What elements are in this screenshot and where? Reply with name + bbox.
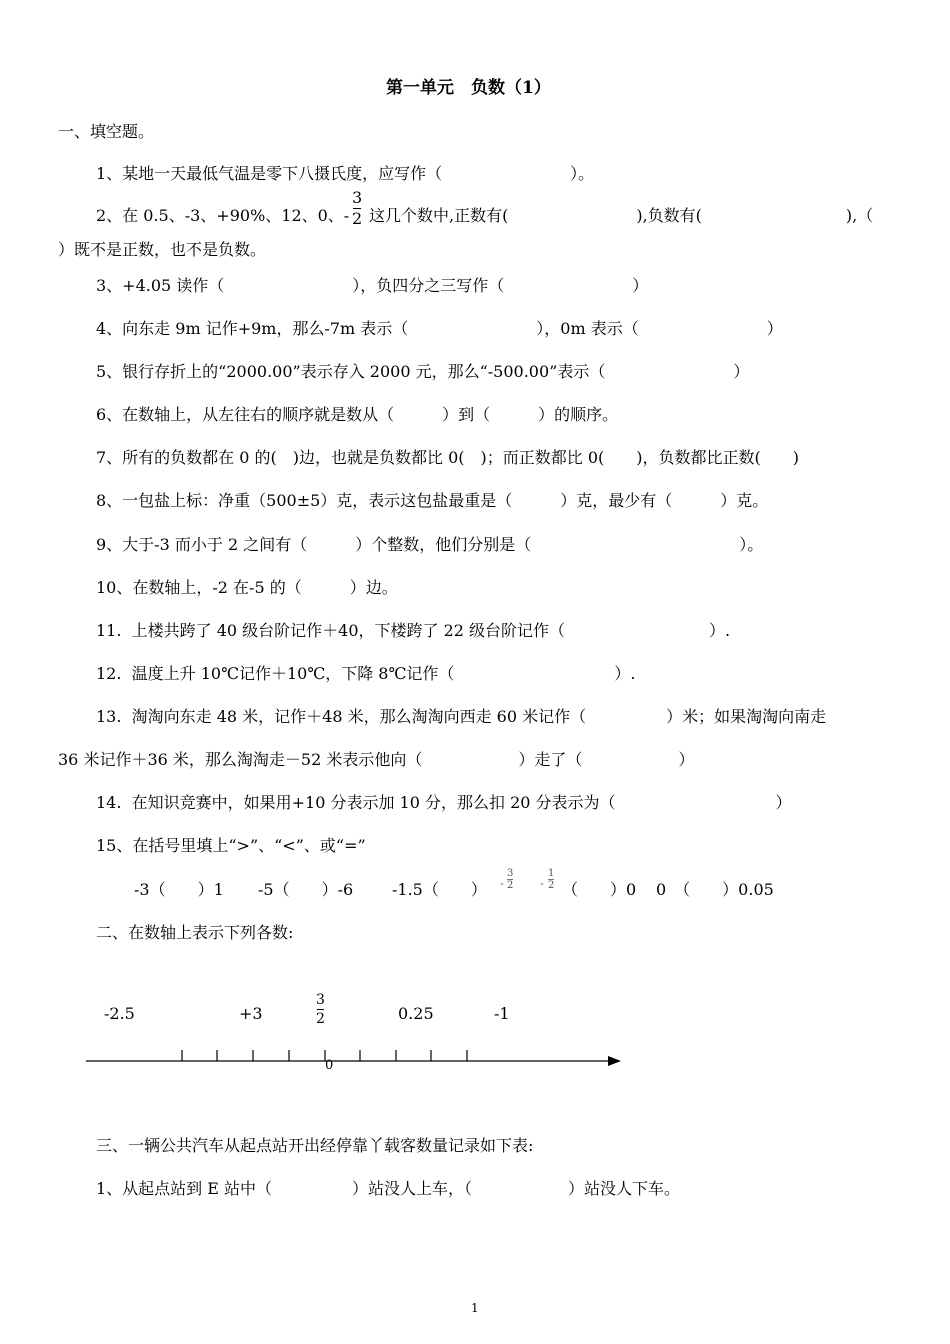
- question-14: 14. 在知识竞赛中，如果用+10 分表示加 10 分，那么扣 20 分表示为（ ）: [96, 793, 792, 812]
- number-line-value-1: -2.5: [104, 1004, 135, 1023]
- fraction-denominator: 2: [316, 1011, 325, 1027]
- question-13-line-1: 13. 淘淘向东走 48 米，记作＋48 米，那么淘淘向西走 60 米记作（ ）米；如果淘淘向南走: [96, 707, 827, 726]
- question-15: 15、在括号里填上“>”、“<”、或“=”: [96, 836, 366, 855]
- bus-question-1: 1、从起点站到 E 站中（ ）站没人上车，（ ）站没人下车。: [96, 1179, 681, 1198]
- question-2-part-c: ）既不是正数，也不是负数。: [58, 240, 267, 259]
- number-line-value-3: 0.25: [398, 1004, 434, 1023]
- question-8: 8、一包盐上标：净重（500±5）克，表示这包盐最重是（ ）克，最少有（ ）克。: [96, 491, 769, 510]
- number-line-zero-label: 0: [325, 1058, 334, 1073]
- question-9: 9、大于-3 而小于 2 之间有（ ）个整数，他们分别是（ ）。: [96, 535, 764, 554]
- page-title: 第一单元 负数（1）: [386, 78, 551, 98]
- question-3: 3、+4.05 读作（ ），负四分之三写作（ ）: [96, 276, 649, 295]
- fraction-denominator: 2: [507, 880, 514, 891]
- question-2-fraction: [352, 188, 362, 229]
- question-5: 5、银行存折上的“2000.00”表示存入 2000 元，那么“-500.00”表示（ ）: [96, 362, 750, 381]
- section-heading-bus: 三、一辆公共汽车从起点站开出经停靠丫载客数量记录如下表:: [96, 1136, 534, 1155]
- compare-item-d: （ ）0: [562, 880, 637, 899]
- question-1: 1、某地一天最低气温是零下八摄氏度，应写作（ ）。: [96, 164, 595, 183]
- question-6: 6、在数轴上，从左往右的顺序就是数从（ ）到（ ）的顺序。: [96, 405, 619, 424]
- compare-d-fraction: [548, 868, 554, 891]
- compare-item-e: 0 （ ）0.05: [656, 880, 774, 899]
- question-12: 12. 温度上升 10℃记作＋10℃，下降 8℃记作（ ）.: [96, 664, 636, 683]
- question-7: 7、所有的负数都在 0 的( )边，也就是负数都比 0( )；而正数都比 0( )，负数都比正数( ): [96, 448, 800, 467]
- question-2-part-a: 2、在 0.5、-3、+90%、12、0、-: [96, 206, 350, 225]
- compare-c-fraction: [507, 868, 513, 891]
- question-11: 11. 上楼共跨了 40 级台阶记作＋40，下楼跨了 22 级台阶记作（ ）.: [96, 621, 731, 640]
- compare-item-a: -3（ ）1: [134, 880, 224, 899]
- compare-c-fraction-sign: -: [500, 877, 504, 890]
- question-10: 10、在数轴上，-2 在-5 的（ ）边。: [96, 578, 398, 597]
- question-4: 4、向东走 9m 记作+9m，那么-7m 表示（ ），0m 表示（ ）: [96, 319, 783, 338]
- fraction-numerator: 3: [507, 868, 514, 879]
- compare-item-b: -5（ ）-6: [258, 880, 354, 899]
- fraction-numerator: 1: [548, 868, 555, 879]
- number-line-value-4: -1: [494, 1004, 510, 1023]
- fraction-denominator: 2: [548, 880, 555, 891]
- number-line-value-2: +3: [239, 1004, 263, 1023]
- section-heading-fill-blank: 一、填空题。: [58, 122, 155, 141]
- compare-d-fraction-sign: -: [540, 877, 544, 890]
- number-line-axis: [86, 1050, 626, 1080]
- question-13-line-2: 36 米记作＋36 米，那么淘淘走－52 米表示他向（ ）走了（ ）: [58, 750, 695, 769]
- fraction-numerator: 3: [316, 992, 325, 1008]
- section-heading-number-line: 二、在数轴上表示下列各数:: [96, 923, 294, 942]
- page-number: 1: [471, 1301, 479, 1315]
- question-2-part-b: 这几个数中,正数有( ),负数有( ),（: [369, 206, 874, 225]
- axis-arrow-icon: [608, 1056, 621, 1066]
- fraction-numerator: 3: [352, 188, 363, 207]
- compare-item-c: -1.5（ ）: [392, 880, 487, 899]
- number-line-fraction: [316, 991, 325, 1028]
- fraction-denominator: 2: [352, 209, 363, 228]
